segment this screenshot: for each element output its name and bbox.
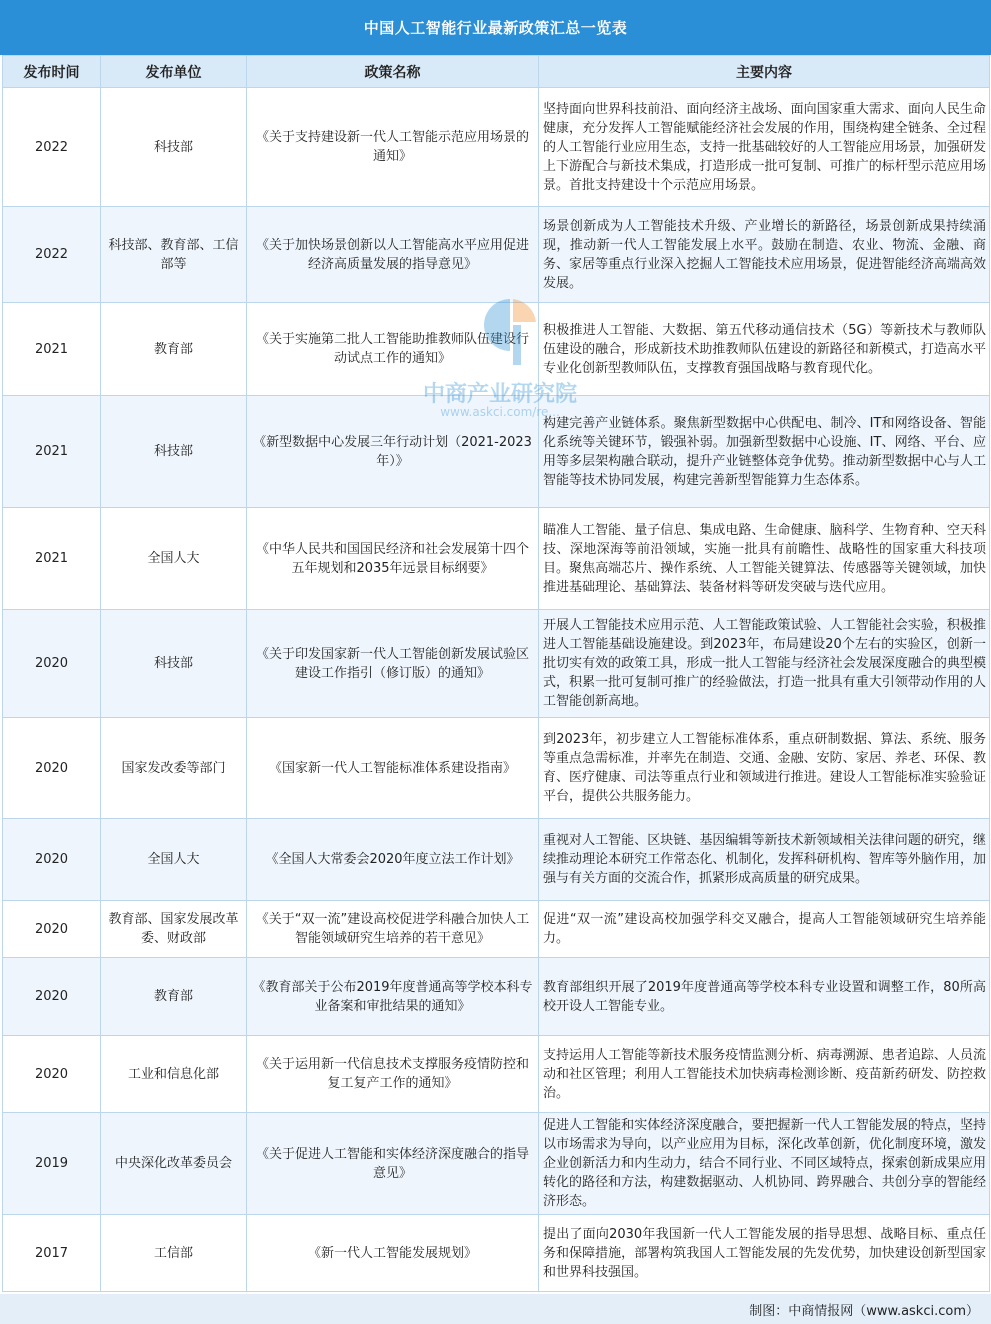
cell-policy-name: 《关于运用新一代信息技术支撑服务疫情防控和复工复产工作的通知》 [247, 1036, 539, 1113]
cell-unit: 科技部 [101, 610, 247, 718]
cell-policy-name: 《新型数据中心发展三年行动计划（2021-2023年）》 [247, 396, 539, 508]
cell-unit: 工信部 [101, 1215, 247, 1292]
table-row [3, 508, 990, 610]
cell-unit: 教育部 [101, 303, 247, 396]
cell-unit: 科技部 [101, 396, 247, 508]
column-header-year: 发布时间 [3, 56, 101, 88]
cell-content: 促进“双一流”建设高校加强学科交叉融合，提高人工智能领域研究生培养能力。 [539, 901, 990, 958]
cell-content: 促进人工智能和实体经济深度融合，要把握新一代人工智能发展的特点，坚持以市场需求为导向，以产业应用为目标，深化改革创新，优化制度环境，激发企业创新活力和内生动力，结合不同行业、不同区域特点，探索创新成果应用转化的路径和方法，构建数据驱动、人机协同、跨界融合、共创分享的智能经济形态。 [539, 1113, 990, 1215]
column-header-row [3, 56, 990, 88]
cell-year: 2022 [3, 88, 101, 207]
cell-content: 提出了面向2030年我国新一代人工智能发展的指导思想、战略目标、重点任务和保障措施，部署构筑我国人工智能发展的先发优势，加快建设创新型国家和世界科技强国。 [539, 1215, 990, 1292]
cell-unit: 工业和信息化部 [101, 1036, 247, 1113]
table-row [3, 1215, 990, 1292]
watermark-brand: 中商产业研究院 [422, 382, 577, 407]
table-row [3, 207, 990, 303]
cell-policy-name: 《关于加快场景创新以人工智能高水平应用促进经济高质量发展的指导意见》 [247, 207, 539, 303]
table-row [3, 1036, 990, 1113]
cell-policy-name: 《中华人民共和国国民经济和社会发展第十四个五年规划和2035年远景目标纲要》 [247, 508, 539, 610]
table-title: 中国人工智能行业最新政策汇总一览表 [0, 0, 991, 55]
cell-policy-name: 《关于促进人工智能和实体经济深度融合的指导意见》 [247, 1113, 539, 1215]
cell-policy-name: 《关于实施第二批人工智能助推教师队伍建设行动试点工作的通知》 [247, 303, 539, 396]
cell-year: 2021 [3, 303, 101, 396]
table-row [3, 958, 990, 1036]
cell-unit: 科技部 [101, 88, 247, 207]
footer [0, 1294, 991, 1324]
cell-content: 到2023年，初步建立人工智能标准体系，重点研制数据、算法、系统、服务等重点急需标准，并率先在制造、交通、金融、安防、家居、养老、环保、教育、医疗健康、司法等重点行业和领域进行推进。建设人工智能标准实验验证平台，提供公共服务能力。 [539, 718, 990, 819]
cell-content: 开展人工智能技术应用示范、人工智能政策试验、人工智能社会实验，积极推进人工智能基础设施建设。到2023年，布局建设20个左右的实验区，创新一批切实有效的政策工具，形成一批人工智能与经济社会发展深度融合的典型模式，积累一批可复制可推广的经验做法，打造一批具有重大引领带动作用的人工智能创新高地。 [539, 610, 990, 718]
cell-policy-name: 《关于支持建设新一代人工智能示范应用场景的通知》 [247, 88, 539, 207]
table-row [3, 303, 990, 396]
table-row [3, 718, 990, 819]
cell-content: 瞄准人工智能、量子信息、集成电路、生命健康、脑科学、生物育种、空天科技、深地深海等前沿领域，实施一批具有前瞻性、战略性的国家重大科技项目。聚焦高端芯片、操作系统、人工智能关键算法、传感器等关键领域，加快推进基础理论、基础算法、装备材料等研发突破与迭代应用。 [539, 508, 990, 610]
cell-year: 2021 [3, 508, 101, 610]
cell-policy-name: 《关于印发国家新一代人工智能创新发展试验区建设工作指引（修订版）的通知》 [247, 610, 539, 718]
cell-policy-name: 《教育部关于公布2019年度普通高等学校本科专业备案和审批结果的通知》 [247, 958, 539, 1036]
cell-year: 2020 [3, 718, 101, 819]
cell-year: 2019 [3, 1113, 101, 1215]
cell-policy-name: 《新一代人工智能发展规划》 [247, 1215, 539, 1292]
table-row [3, 610, 990, 718]
table-row [3, 88, 990, 207]
cell-content: 教育部组织开展了2019年度普通高等学校本科专业设置和调整工作，80所高校开设人工智能专业。 [539, 958, 990, 1036]
column-header-name: 政策名称 [247, 56, 539, 88]
cell-content: 支持运用人工智能等新技术服务疫情监测分析、病毒溯源、患者追踪、人员流动和社区管理；利用人工智能技术加快病毒检测诊断、疫苗新药研发、防控救治。 [539, 1036, 990, 1113]
cell-content: 构建完善产业链体系。聚焦新型数据中心供配电、制冷、IT和网络设备、智能化系统等关键环节，锻强补弱。加强新型数据中心设施、IT、网络、平台、应用等多层架构融合联动，提升产业链整体竞争优势。推动新型数据中心与人工智能等技术协同发展，构建完善新型智能算力生态体系。 [539, 396, 990, 508]
cell-content: 积极推进人工智能、大数据、第五代移动通信技术（5G）等新技术与教师队伍建设的融合，形成新技术助推教师队伍建设的新路径和新模式，打造高水平专业化创新型教师队伍，支撑教育强国战略与教育现代化。 [539, 303, 990, 396]
cell-unit: 国家发改委等部门 [101, 718, 247, 819]
cell-content: 场景创新成为人工智能技术升级、产业增长的新路径，场景创新成果持续涌现，推动新一代人工智能发展上水平。鼓励在制造、农业、物流、金融、商务、家居等重点行业深入挖掘人工智能技术应用场景，促进智能经济高端高效发展。 [539, 207, 990, 303]
cell-year: 2017 [3, 1215, 101, 1292]
cell-policy-name: 《国家新一代人工智能标准体系建设指南》 [247, 718, 539, 819]
cell-year: 2022 [3, 207, 101, 303]
cell-unit: 教育部、国家发展改革委、财政部 [101, 901, 247, 958]
cell-unit: 中央深化改革委员会 [101, 1113, 247, 1215]
table-row [3, 901, 990, 958]
table-row [3, 1113, 990, 1215]
cell-year: 2020 [3, 958, 101, 1036]
table-row [3, 396, 990, 508]
cell-unit: 教育部 [101, 958, 247, 1036]
cell-year: 2020 [3, 610, 101, 718]
table-row [3, 819, 990, 901]
cell-policy-name: 《全国人大常委会2020年度立法工作计划》 [247, 819, 539, 901]
cell-year: 2021 [3, 396, 101, 508]
cell-year: 2020 [3, 1036, 101, 1113]
policy-table [2, 55, 990, 1292]
footer-source: 制图：中商情报网（www.askci.com） [749, 1304, 979, 1319]
watermark-url: www.askci.com/re... [440, 405, 560, 419]
cell-year: 2020 [3, 901, 101, 958]
cell-unit: 科技部、教育部、工信部等 [101, 207, 247, 303]
cell-content: 重视对人工智能、区块链、基因编辑等新技术新领域相关法律问题的研究，继续推动理论本研究工作常态化、机制化，发挥科研机构、智库等外脑作用，加强与有关方面的交流合作，抓紧形成高质量的研究成果。 [539, 819, 990, 901]
cell-unit: 全国人大 [101, 508, 247, 610]
cell-unit: 全国人大 [101, 819, 247, 901]
cell-content: 坚持面向世界科技前沿、面向经济主战场、面向国家重大需求、面向人民生命健康，充分发挥人工智能赋能经济社会发展的作用，围绕构建全链条、全过程的人工智能行业应用生态，支持一批基础较好的人工智能应用场景，加强研发上下游配合与新技术集成，打造形成一批可复制、可推广的标杆型示范应用场景。首批支持建设十个示范应用场景。 [539, 88, 990, 207]
column-header-content: 主要内容 [539, 56, 990, 88]
column-header-unit: 发布单位 [101, 56, 247, 88]
cell-year: 2020 [3, 819, 101, 901]
cell-policy-name: 《关于“双一流”建设高校促进学科融合加快人工智能领域研究生培养的若干意见》 [247, 901, 539, 958]
